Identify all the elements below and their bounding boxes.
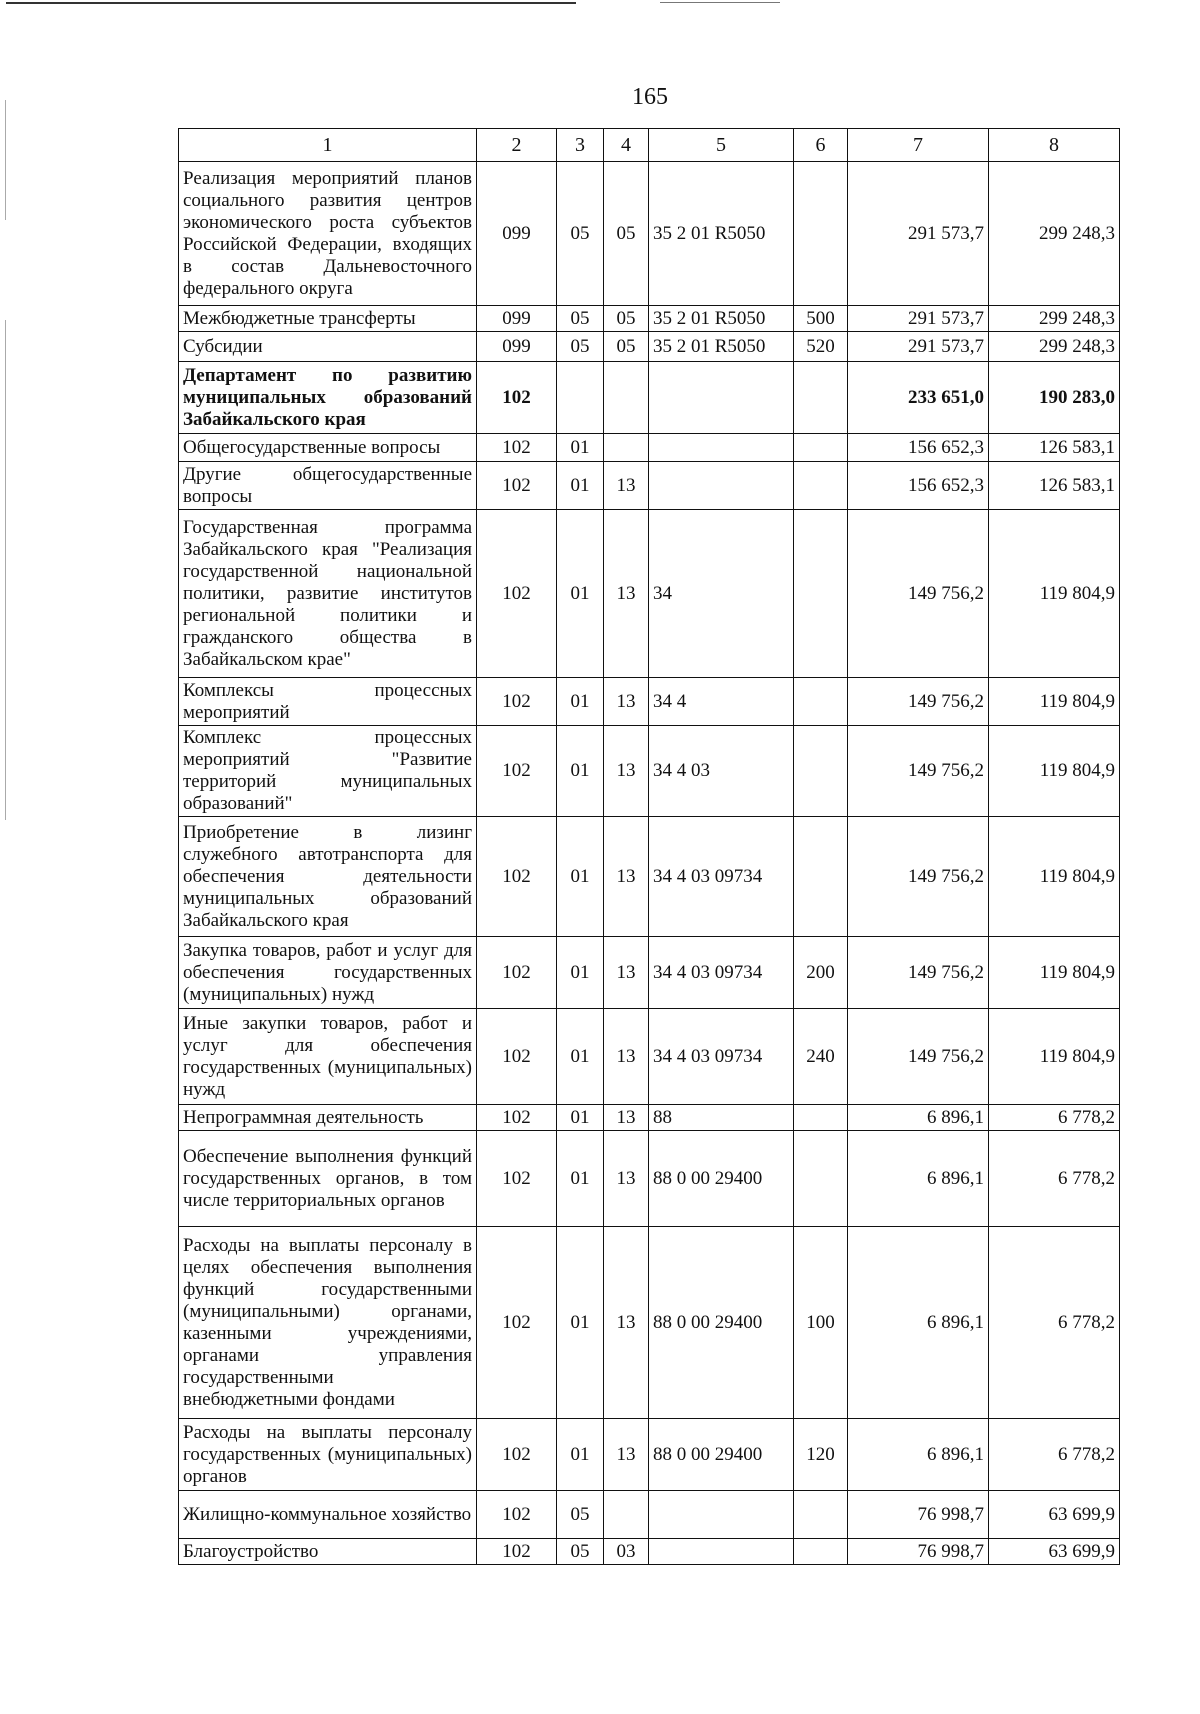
cell-section: 05 bbox=[557, 1491, 604, 1539]
cell-target-article: 35 2 01 R5050 bbox=[649, 162, 794, 306]
cell-expense-type: 200 bbox=[794, 937, 848, 1009]
cell-section: 01 bbox=[557, 462, 604, 510]
cell-subsection: 13 bbox=[604, 726, 649, 817]
cell-subsection: 13 bbox=[604, 1131, 649, 1227]
cell-amount-col7: 149 756,2 bbox=[848, 937, 989, 1009]
cell-subsection: 13 bbox=[604, 817, 649, 937]
table-row bbox=[179, 1491, 1120, 1539]
cell-expense-type: 120 bbox=[794, 1419, 848, 1491]
row-name: Реализация мероприятий планов социального развития центров экономического роста субъектов Российской Федерации, входящих в состав Дальневосточного федерального округа bbox=[179, 162, 477, 306]
budget-table bbox=[178, 128, 1120, 1565]
cell-section: 01 bbox=[557, 1105, 604, 1131]
cell-code: 102 bbox=[477, 362, 557, 434]
row-name: Комплексы процессных мероприятий bbox=[179, 678, 477, 726]
scan-top-border bbox=[660, 2, 780, 3]
column-header: 1 bbox=[179, 129, 477, 162]
cell-expense-type bbox=[794, 434, 848, 462]
cell-expense-type bbox=[794, 1491, 848, 1539]
cell-subsection: 13 bbox=[604, 1419, 649, 1491]
cell-amount-col8: 299 248,3 bbox=[989, 162, 1120, 306]
cell-amount-col8: 119 804,9 bbox=[989, 1009, 1120, 1105]
column-header: 6 bbox=[794, 129, 848, 162]
cell-section bbox=[557, 362, 604, 434]
table-row bbox=[179, 1105, 1120, 1131]
row-name: Обеспечение выполнения функций государственных органов, в том числе территориальных органов bbox=[179, 1131, 477, 1227]
cell-code: 102 bbox=[477, 1491, 557, 1539]
cell-amount-col8: 119 804,9 bbox=[989, 678, 1120, 726]
cell-expense-type: 240 bbox=[794, 1009, 848, 1105]
cell-target-article: 34 bbox=[649, 510, 794, 678]
table-row bbox=[179, 306, 1120, 332]
cell-expense-type bbox=[794, 162, 848, 306]
cell-code: 102 bbox=[477, 1419, 557, 1491]
cell-section: 01 bbox=[557, 1009, 604, 1105]
table-row bbox=[179, 817, 1120, 937]
cell-subsection: 13 bbox=[604, 510, 649, 678]
cell-section: 01 bbox=[557, 817, 604, 937]
table-row bbox=[179, 678, 1120, 726]
row-name: Межбюджетные трансферты bbox=[179, 306, 477, 332]
cell-section: 01 bbox=[557, 1131, 604, 1227]
cell-amount-col7: 76 998,7 bbox=[848, 1491, 989, 1539]
cell-section: 01 bbox=[557, 434, 604, 462]
cell-amount-col7: 233 651,0 bbox=[848, 362, 989, 434]
row-name: Расходы на выплаты персоналу в целях обеспечения выполнения функций государственными (муниципальными) органами, казенными учреждениями, органами управления государственными внебюджетными фондами bbox=[179, 1227, 477, 1419]
cell-expense-type bbox=[794, 1105, 848, 1131]
cell-amount-col7: 291 573,7 bbox=[848, 306, 989, 332]
cell-amount-col7: 291 573,7 bbox=[848, 162, 989, 306]
cell-amount-col7: 149 756,2 bbox=[848, 678, 989, 726]
cell-expense-type bbox=[794, 362, 848, 434]
cell-amount-col8: 63 699,9 bbox=[989, 1491, 1120, 1539]
cell-target-article: 34 4 03 09734 bbox=[649, 817, 794, 937]
cell-amount-col7: 156 652,3 bbox=[848, 462, 989, 510]
row-name: Государственная программа Забайкальского края "Реализация государственной национальной политики, развитие институтов региональной политики и гражданского общества в Забайкальском крае" bbox=[179, 510, 477, 678]
cell-target-article: 88 0 00 29400 bbox=[649, 1131, 794, 1227]
cell-amount-col8: 6 778,2 bbox=[989, 1227, 1120, 1419]
cell-code: 102 bbox=[477, 510, 557, 678]
column-header: 7 bbox=[848, 129, 989, 162]
cell-section: 01 bbox=[557, 1227, 604, 1419]
column-header: 2 bbox=[477, 129, 557, 162]
table-row bbox=[179, 1131, 1120, 1227]
cell-amount-col7: 6 896,1 bbox=[848, 1131, 989, 1227]
row-name: Жилищно-коммунальное хозяйство bbox=[179, 1491, 477, 1539]
table-row bbox=[179, 510, 1120, 678]
cell-amount-col7: 76 998,7 bbox=[848, 1539, 989, 1565]
cell-target-article bbox=[649, 462, 794, 510]
cell-section: 01 bbox=[557, 726, 604, 817]
table-row bbox=[179, 1419, 1120, 1491]
cell-amount-col7: 149 756,2 bbox=[848, 726, 989, 817]
cell-section: 01 bbox=[557, 510, 604, 678]
table-row bbox=[179, 1227, 1120, 1419]
table-row bbox=[179, 332, 1120, 362]
cell-expense-type bbox=[794, 510, 848, 678]
cell-code: 102 bbox=[477, 726, 557, 817]
scan-top-border bbox=[6, 2, 576, 4]
cell-subsection: 13 bbox=[604, 462, 649, 510]
row-name: Иные закупки товаров, работ и услуг для обеспечения государственных (муниципальных) нужд bbox=[179, 1009, 477, 1105]
page-number: 165 bbox=[632, 84, 668, 110]
cell-section: 05 bbox=[557, 306, 604, 332]
table-row bbox=[179, 726, 1120, 817]
table-row bbox=[179, 462, 1120, 510]
row-name: Комплекс процессных мероприятий "Развитие территорий муниципальных образований" bbox=[179, 726, 477, 817]
cell-amount-col7: 291 573,7 bbox=[848, 332, 989, 362]
cell-target-article: 35 2 01 R5050 bbox=[649, 332, 794, 362]
cell-code: 102 bbox=[477, 1009, 557, 1105]
table-row bbox=[179, 937, 1120, 1009]
table-header-row bbox=[179, 129, 1120, 162]
row-name: Благоустройство bbox=[179, 1539, 477, 1565]
cell-code: 102 bbox=[477, 1105, 557, 1131]
cell-code: 099 bbox=[477, 332, 557, 362]
cell-code: 099 bbox=[477, 162, 557, 306]
table-row bbox=[179, 1009, 1120, 1105]
cell-section: 01 bbox=[557, 678, 604, 726]
cell-subsection bbox=[604, 1491, 649, 1539]
cell-amount-col8: 126 583,1 bbox=[989, 434, 1120, 462]
cell-code: 102 bbox=[477, 817, 557, 937]
cell-target-article: 35 2 01 R5050 bbox=[649, 306, 794, 332]
cell-amount-col7: 6 896,1 bbox=[848, 1105, 989, 1131]
cell-expense-type bbox=[794, 817, 848, 937]
cell-amount-col8: 119 804,9 bbox=[989, 726, 1120, 817]
row-name: Субсидии bbox=[179, 332, 477, 362]
cell-amount-col8: 6 778,2 bbox=[989, 1131, 1120, 1227]
cell-amount-col8: 119 804,9 bbox=[989, 510, 1120, 678]
cell-code: 099 bbox=[477, 306, 557, 332]
cell-subsection: 13 bbox=[604, 1009, 649, 1105]
cell-target-article: 34 4 03 bbox=[649, 726, 794, 817]
cell-section: 05 bbox=[557, 162, 604, 306]
cell-subsection: 05 bbox=[604, 332, 649, 362]
row-name: Департамент по развитию муниципальных образований Забайкальского края bbox=[179, 362, 477, 434]
cell-expense-type bbox=[794, 678, 848, 726]
cell-amount-col8: 119 804,9 bbox=[989, 817, 1120, 937]
cell-target-article: 88 0 00 29400 bbox=[649, 1419, 794, 1491]
table-row bbox=[179, 1539, 1120, 1565]
row-name: Закупка товаров, работ и услуг для обеспечения государственных (муниципальных) нужд bbox=[179, 937, 477, 1009]
cell-amount-col8: 6 778,2 bbox=[989, 1105, 1120, 1131]
cell-expense-type bbox=[794, 462, 848, 510]
cell-amount-col7: 156 652,3 bbox=[848, 434, 989, 462]
cell-target-article bbox=[649, 362, 794, 434]
cell-subsection bbox=[604, 434, 649, 462]
row-name: Общегосударственные вопросы bbox=[179, 434, 477, 462]
cell-amount-col8: 126 583,1 bbox=[989, 462, 1120, 510]
cell-section: 05 bbox=[557, 332, 604, 362]
cell-code: 102 bbox=[477, 937, 557, 1009]
cell-expense-type: 500 bbox=[794, 306, 848, 332]
cell-code: 102 bbox=[477, 1539, 557, 1565]
cell-target-article: 34 4 bbox=[649, 678, 794, 726]
cell-target-article bbox=[649, 1539, 794, 1565]
cell-code: 102 bbox=[477, 1227, 557, 1419]
cell-target-article: 34 4 03 09734 bbox=[649, 937, 794, 1009]
row-name: Приобретение в лизинг служебного автотранспорта для обеспечения деятельности муниципальных образований Забайкальского края bbox=[179, 817, 477, 937]
scan-margin-mark bbox=[5, 320, 6, 820]
cell-amount-col7: 149 756,2 bbox=[848, 817, 989, 937]
cell-subsection: 13 bbox=[604, 1105, 649, 1131]
cell-subsection: 03 bbox=[604, 1539, 649, 1565]
cell-subsection bbox=[604, 362, 649, 434]
column-header: 8 bbox=[989, 129, 1120, 162]
table-row bbox=[179, 362, 1120, 434]
cell-target-article bbox=[649, 1491, 794, 1539]
cell-target-article bbox=[649, 434, 794, 462]
cell-code: 102 bbox=[477, 462, 557, 510]
cell-expense-type bbox=[794, 726, 848, 817]
cell-amount-col8: 63 699,9 bbox=[989, 1539, 1120, 1565]
cell-subsection: 05 bbox=[604, 306, 649, 332]
table-row bbox=[179, 162, 1120, 306]
cell-expense-type bbox=[794, 1131, 848, 1227]
column-header: 3 bbox=[557, 129, 604, 162]
cell-section: 01 bbox=[557, 937, 604, 1009]
cell-subsection: 13 bbox=[604, 678, 649, 726]
cell-code: 102 bbox=[477, 1131, 557, 1227]
cell-amount-col7: 149 756,2 bbox=[848, 510, 989, 678]
table-row bbox=[179, 434, 1120, 462]
cell-subsection: 13 bbox=[604, 937, 649, 1009]
scan-margin-mark bbox=[5, 100, 6, 220]
cell-expense-type: 520 bbox=[794, 332, 848, 362]
cell-target-article: 88 bbox=[649, 1105, 794, 1131]
row-name: Другие общегосударственные вопросы bbox=[179, 462, 477, 510]
cell-amount-col7: 149 756,2 bbox=[848, 1009, 989, 1105]
column-header: 5 bbox=[649, 129, 794, 162]
cell-target-article: 34 4 03 09734 bbox=[649, 1009, 794, 1105]
cell-amount-col7: 6 896,1 bbox=[848, 1419, 989, 1491]
cell-amount-col7: 6 896,1 bbox=[848, 1227, 989, 1419]
cell-code: 102 bbox=[477, 434, 557, 462]
cell-section: 01 bbox=[557, 1419, 604, 1491]
cell-code: 102 bbox=[477, 678, 557, 726]
cell-amount-col8: 6 778,2 bbox=[989, 1419, 1120, 1491]
row-name: Расходы на выплаты персоналу государственных (муниципальных) органов bbox=[179, 1419, 477, 1491]
cell-target-article: 88 0 00 29400 bbox=[649, 1227, 794, 1419]
cell-amount-col8: 299 248,3 bbox=[989, 332, 1120, 362]
cell-amount-col8: 299 248,3 bbox=[989, 306, 1120, 332]
cell-expense-type bbox=[794, 1539, 848, 1565]
cell-amount-col8: 119 804,9 bbox=[989, 937, 1120, 1009]
cell-expense-type: 100 bbox=[794, 1227, 848, 1419]
cell-amount-col8: 190 283,0 bbox=[989, 362, 1120, 434]
cell-subsection: 05 bbox=[604, 162, 649, 306]
column-header: 4 bbox=[604, 129, 649, 162]
cell-section: 05 bbox=[557, 1539, 604, 1565]
cell-subsection: 13 bbox=[604, 1227, 649, 1419]
row-name: Непрограммная деятельность bbox=[179, 1105, 477, 1131]
